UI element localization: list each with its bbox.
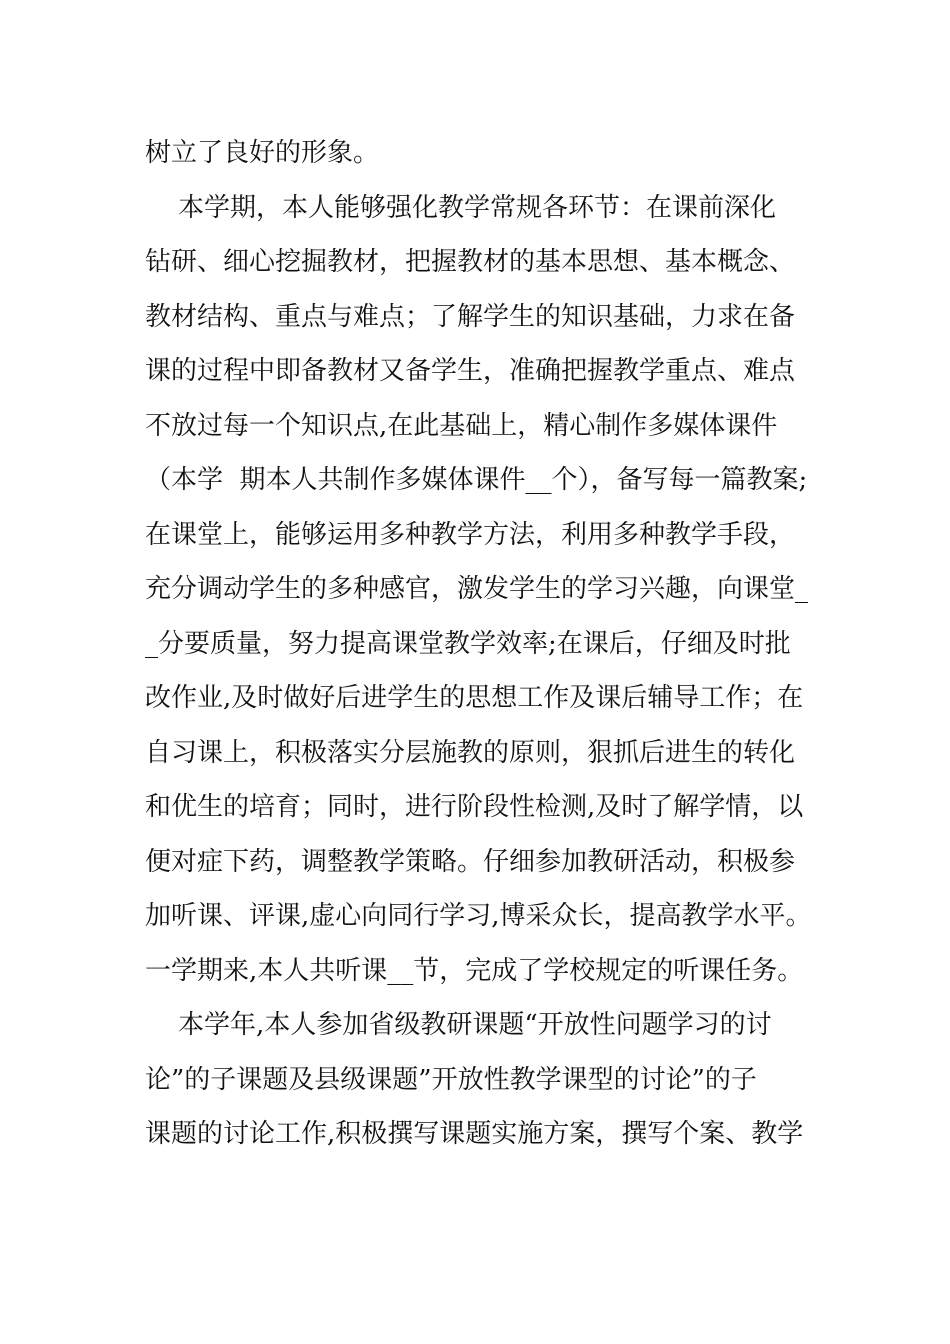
text-line: 充分调动学生的多种感官，激发学生的学习兴趣，向课堂_ [145,574,809,604]
text-line: 和优生的培育；同时，进行阶段性检测,及时了解学情，以 [145,792,804,822]
text-line: 课的过程中即备教材又备学生，准确把握教学重点、难点 [145,356,796,386]
text-line: 钻研、细心挖掘教材，把握教材的基本思想、基本概念、 [145,247,796,277]
text-line: 树立了良好的形象。 [145,138,380,168]
text-line: 本学期，本人能够强化教学常规各环节：在课前深化 [145,192,777,223]
text-line: 不放过每一个知识点,在此基础上，精心制作多媒体课件 [145,410,778,441]
text-line: 自习课上，积极落实分层施教的原则，狠抓后进生的转化 [145,737,796,768]
text-line: 一学期来,本人共听课__节，完成了学校规定的听课任务。 [145,955,804,986]
text-line: 便对症下药，调整教学策略。仔细参加教研活动，积极参 [145,846,796,877]
text-line: 教材结构、重点与难点；了解学生的知识基础，力求在备 [145,301,796,332]
text-line: 课题的讨论工作,积极撰写课题实施方案，撰写个案、教学 [145,1119,804,1149]
text-line: 在课堂上，能够运用多种教学方法，利用多种教学手段， [145,519,796,550]
body-text [145,126,825,1162]
text-line: 论”的子课题及县级课题”开放性教学课型的讨论”的子 [145,1064,757,1095]
text-line: _分要质量，努力提高课堂教学效率;在课后，仔细及时批 [145,628,791,659]
text-line: 本学年,本人参加省级教研课题“开放性问题学习的讨 [145,1010,772,1040]
text-line: 加听课、评课,虚心向同行学习,博采众长，提高教学水平。 [145,901,812,931]
text-line: 改作业,及时做好后进学生的思想工作及课后辅导工作；在 [145,683,804,713]
text-line: （本学 期本人共制作多媒体课件__个），备写每一篇教案; [145,465,808,495]
